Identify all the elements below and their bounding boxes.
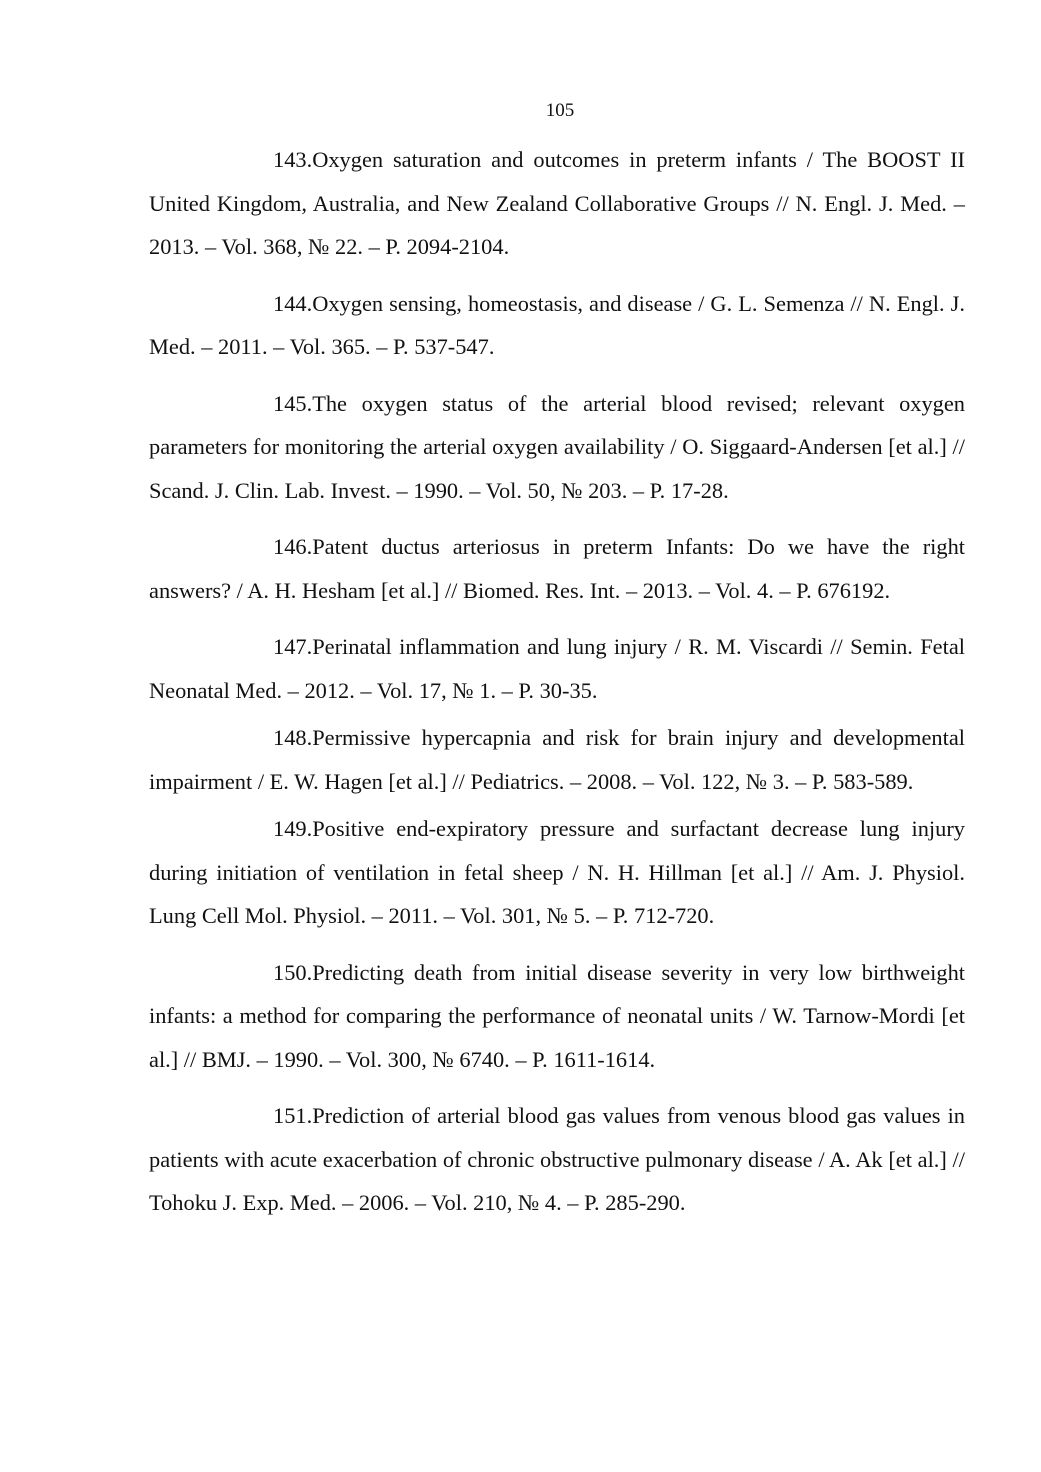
- reference-text: The oxygen status of the arterial blood revised; relevant oxygen parameters for monitoring the arterial oxygen availability / O. Siggaard-Andersen [et al.] // Scand. J. Clin. Lab. Invest. – 1990. – Vol. 50, № 203. – P. 17-28.: [149, 390, 965, 503]
- reference-text: Oxygen saturation and outcomes in preterm infants / The BOOST II United Kingdom, Australia, and New Zealand Collaborative Groups // N. Engl. J. Med. – 2013. – Vol. 368, № 22. – P. 2094-2104.: [149, 147, 965, 259]
- reference-text: Perinatal inflammation and lung injury / R. M. Viscardi // Semin. Fetal Neonatal Med. – 2012. – Vol. 17, № 1. – P. 30-35.: [149, 634, 965, 703]
- reference-item: [149, 625, 965, 712]
- reference-text: Predicting death from initial disease severity in very low birthweight infants: a method for comparing the performance of neonatal units / W. Tarnow-Mordi [et al.] // BMJ. – 1990. – Vol. 300, № 6740. – P. 1611-1614.: [149, 959, 965, 1072]
- page-number: 105: [545, 100, 575, 121]
- reference-text: Permissive hypercapnia and risk for brain injury and developmental impairment / E. W. Hagen [et al.] // Pediatrics. – 2008. – Vol. 122, № 3. – P. 583-589.: [149, 725, 965, 794]
- reference-number: 145.: [273, 390, 313, 416]
- reference-number: 149.: [273, 816, 313, 841]
- reference-number: 144.: [273, 290, 313, 316]
- reference-text: Positive end-expiratory pressure and surfactant decrease lung injury during initiation of ventilation in fetal sheep / N. H. Hillman [et al.] // Am. J. Physiol. Lung Cell Mol. Physiol. – 2011. – Vol. 301, № 5. – P. 712-720.: [149, 816, 965, 928]
- reference-item: [149, 382, 965, 513]
- reference-item: [149, 282, 965, 369]
- reference-text: Prediction of arterial blood gas values from venous blood gas values in patients with acute exacerbation of chronic obstructive pulmonary disease / A. Ak [et al.] // Tohoku J. Exp. Med. – 2006. – Vol. 210, № 4. – P. 285-290.: [149, 1103, 965, 1215]
- reference-item: [149, 525, 965, 612]
- reference-text: Patent ductus arteriosus in preterm Infants: Do we have the right answers? / A. H. Hesham [et al.] // Biomed. Res. Int. – 2013. – Vol. 4. – P. 676192.: [149, 534, 965, 603]
- reference-number: 143.: [273, 147, 313, 172]
- reference-item: [149, 1094, 965, 1225]
- reference-item: [149, 138, 965, 269]
- reference-item: [149, 716, 965, 803]
- reference-list: [149, 138, 965, 1238]
- reference-text: Oxygen sensing, homeostasis, and disease / G. L. Semenza // N. Engl. J. Med. – 2011. – Vol. 365. – P. 537-547.: [149, 290, 965, 359]
- reference-number: 150.: [273, 959, 313, 985]
- reference-item: [149, 951, 965, 1082]
- reference-number: 147.: [273, 634, 313, 659]
- reference-number: 151.: [273, 1103, 313, 1128]
- reference-number: 148.: [273, 725, 313, 750]
- reference-item: [149, 807, 965, 938]
- reference-number: 146.: [273, 534, 313, 559]
